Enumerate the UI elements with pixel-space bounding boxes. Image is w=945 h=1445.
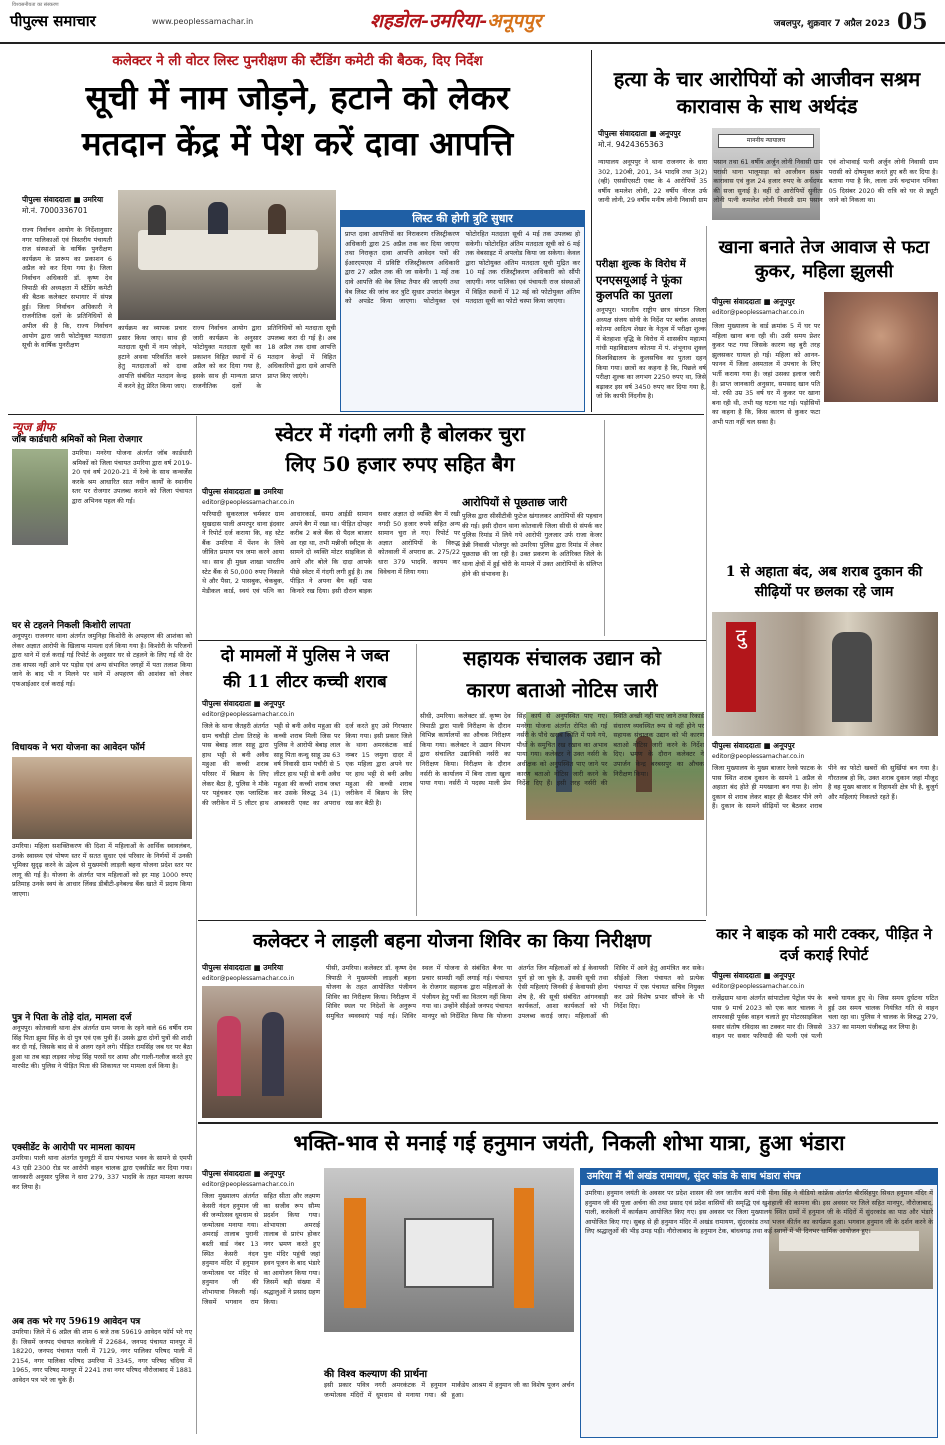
lead-phone: मो.नं. 7000336701 (22, 206, 88, 215)
paper-body: अनूपपुर। भारतीय राष्ट्रीय छात्र संगठन जिला अध्यक्ष संजय सोनी के निर्देश पर ब्लॉक अध्यक्ष कोतमा आदित्य शेखर के नेतृत्व में परीक्षा शुल्क में बेतहाशा वृद्धि के विरोध में शासकीय महात्मा गांधी महाविद्यालय कोतमा में पं. शंभूनाथ शुक्ल विश्वविद्यालय के कुलसचिव का पुतला दहन किया गया। छात्रों का कहना है कि, पिछले वर्ष परीक्षा शुल्क का लगभग 2250 रुपए था, जिसे बढ़ाकर इस वर्ष 3450 रुपए कर दिया गया है, जो कि काफी निंदनीय है। (596, 306, 706, 401)
hanuman-sub-body: इसी प्रकार पवित्र नगरी अमरकंटक में हनुमान जन्मोत्सव मंदिरों में धूमधाम से मनाया गया। श्री मार्कंडेय आश्रम में हनुमान जी का विशेष पूजन अर्चन हुआ। (324, 1381, 574, 1399)
sweater-byline-block (202, 486, 442, 508)
umaria-box-title: उमरिया में भी अखंड रामायण, सुंदर कांड के साथ भंडारा संपन्न (581, 1169, 937, 1185)
paper-headline: एनएसयूआई ने फूंका कुलपति का पुतला (596, 273, 683, 302)
list-correction-body: प्राप्त दावा आपत्तियों का निराकरण रजिस्ट्रीकरण अधिकारी द्वारा 25 अप्रैल तक कर दिया जाएगा तथा निराकृत दावा आपत्ति आवेदन पत्रों की ईआरएमएस में प्रविष्टि रजिस्ट्रीकरण अधिकारी द्वारा 27 अप्रैल तक की जा सकेगी। 1 मई तक दावे आपत्ति की वेब लिस्ट तैयार की जाएगी तथा वेब लिस्ट की जांच कर त्रुटि सुधार उपरांत वेबपुल को अपडेट किया जाएगा। फोटोयुक्त एवं फोटोरहित मतदाता सूची 4 मई तक उपलब्ध हो सकेगी। फोटोरहित अंतिम मतदाता सूची को 6 मई तक वेबसाइट में अपलोड किया जा सकेगा। केवल द्वारा फोटोयुक्त अंतिम मतदाता सूची मुद्रित कर 10 मई तक रजिस्ट्रीकरण अधिकारी को सौंपी जाएगी। नगर पालिका एवं पंचायती राज संस्थाओं में विहित स्थानों में 12 मई को फोटोयुक्त अंतिम मतदाता सूची का फोटो चस्पा किया जाएगा। (345, 230, 580, 306)
brief-item (12, 434, 192, 636)
column-divider (416, 644, 417, 916)
brief-body: उमरिया। जिले में 6 अप्रैल की शाम 6 बजे तक 59619 आवेदन फॉर्म भरे गए हैं। जिसमें जनपद पंचायत करकेली में 22684, जनपद पंचायत मानपुर में 18220, जनपद पंचायत पाली में 7129, नगर पालिका परिषद पाली में 2154, नगर पालिका परिषद उमरिया में 3345, नगर परिषद चंदिया में 1965, नगर परिषद मानपुर में 2241 तथा नगर परिषद नौरोजाबाद में 1881 आवेदन पत्र भरे जा चुके हैं। (12, 1328, 192, 1384)
bike-byline: पीपुल्स संवाददाता ■ अनूपपुर (712, 971, 795, 980)
masthead-tagline: विश्वसनीयता का संस्करण (12, 2, 59, 8)
hanuman-subhead: की विश्व कल्याण की प्रार्थना (324, 1369, 428, 1380)
brief-body: अनूपपुर। कोतवाली थाना क्षेत्र अंतर्गत ग्राम पगना के रहने वाले 66 वर्षीय राम सिंह पिता झुमा सिंह के दो पुत्र एवं एक पुत्री हैं। उसके द्वारा दोनों पुत्रों की शादी कर दी गई, जिसके बाद से वे अलग रहने लगे। पीड़ित रामसिंह जब घर पर बैठा हुआ था तब बड़ा लड़का नरेन्द्र सिंह परसों घर आया और गाली-गलौज करते हुए मारपीट की। पुलिस ने पीड़ित पिता की शिकायत पर मामला दर्ज किया है। (12, 1024, 192, 1071)
cooker-headline: खाना बनाते तेज आवाज से फटा कुकर, महिला झुलसी (718, 237, 930, 282)
lead-body-left: राज्य निर्वाचन आयोग के निर्देशानुसार नगर पालिकाओं एवं त्रिस्तरीय पंचायती राज संस्थाओं के वार्षिक पुनरीक्षण कार्यक्रम के प्रारूप का प्रकाशन 6 अप्रैल को कर दिया गया है। जिला निर्वाचन अधिकारी डॉ. कृष्ण देव त्रिपाठी की अध्यक्षता में स्टैंडिंग कमेटी की बैठक कलेक्टर सभागार में संपन्न हुई। जिला निर्वाचन अधिकारी ने राजनीतिक दलों के प्रतिनिधियों से अपील की है कि, राज्य निर्वाचन आयोग द्वारा जारी फोटोयुक्त मतदाता सूची के वार्षिक पुनरीक्षण (22, 226, 112, 350)
umaria-box-body: उमरिया। हनुमान जयंती के अवसर पर प्रदेश शासन की जन जातीय कार्य मंत्री मीना सिंह ने वीडियो कांफ्रेंस अंतर्गत बीरसिंहपुर सिथत हनुमान मंदिर में हनुमान जी की पूजा अर्चना की तथा प्रसाद एवं प्रदेश वासियों की समृद्धि एवं खुशहाली की कामना की। इस अवसर पर जिले सहित मानपुर, नौरोजाबाद, पाली, करकेली में कार्यक्रम आयोजित किए गए। इस अवसर पर जिला मुख्यालय स्थित ग्रामों में हनुमान जी के मंदिरों में सुंदरकांड का पाठ और भंडारे आयोजित किए गए। सुबह से ही हनुमान मंदिर में अखंड रामायण, सुंदरकांड तथा भजन कीर्तन का कार्यक्रम हुआ। भगवान हनुमान जी के दर्शन करने के लिए श्रद्धालुओं की भीड़ उमड़ पड़ी। नौरोजाबाद के हनुमान टेक, बांधवगढ़ तथा कई स्थानों में भी दिनभर धार्मिक आयोजन हुए। (585, 1189, 933, 1236)
brief-item (12, 1012, 192, 1140)
hanuman-byline: पीपुल्स संवाददाता ■ अनूपपुर (202, 1169, 285, 1178)
still-headline-2: की 11 लीटर कच्ची शराब (223, 672, 387, 692)
lead-kicker: कलेक्टर ने ली वोटर लिस्ट पुनरीक्षण की स्टैंडिंग कमेटी की बैठक, दिए निर्देश (112, 53, 483, 69)
lead-byline: पीपुल्स संवाददाता ■ उमरिया (22, 195, 104, 204)
horti-headline-2: कारण बताओ नोटिस जारी (466, 678, 658, 702)
brief-item (12, 1316, 192, 1438)
brief-title: एक्सीडेंट के आरोपी पर मामला कायम (12, 1143, 135, 1153)
sweater-headline-2: लिए 50 हजार रुपए सहित बैग (285, 452, 515, 476)
bike-byline-block (712, 970, 852, 992)
cooker-byline: पीपुल्स संवाददाता ■ अनूपपुर (712, 297, 795, 306)
ladli-body: पीसी, उमरिया। कलेक्टर डॉ. कृष्ण देव त्रिपाठी ने मुख्यमंत्री लाड़ली बहना योजना के तहत आयोजित पंजीयन शिविर का निरीक्षण किया। निरीक्षण में शिविर स्थल पर निदेशों के अनुरूप समुचित व्यवस्थाएं पाई गई। शिविर स्थल में योजना से संबंधित बैनर या प्रचार सामग्री नहीं लगाई गई। पंचायत के रोजगार सहायक द्वारा महिलाओं के पंजीयन हेतु पर्ची का वितरण नहीं किया गया था। उन्होंने सीईओ जनपद पंचायत मानपुर को निर्देशित किया कि योजना अंतर्गत जिन महिलाओं को ई केवायसी पूर्ण हो जा चुके है, उसकी सूची तथा ऐसी महिलाएं जिनकी ई केवायसी होना शेष है, की सूची संबंधित आंगनवाड़ी कार्यकर्ता, आशा कार्यकर्ता को भी उपलब्ध कराई जाए। महिलाओं की शिविर में आने हेतु आमंत्रित कर सके। सीईओ जिला पंचायत को प्रत्येक पंचायत में एक पंचायत सचिव नियुक्त कर उसे विशेष प्रभार सौंपने के भी निर्देश दिए। (326, 964, 704, 1020)
liquor-shop-photo: दु (712, 612, 938, 736)
horti-body-left: सीधी, उमरिया। कलेक्टर डॉ. कृष्ण देव त्रिपाठी द्वारा पाली निरीक्षण के दौरान विभिन्न कार्यालयों का औचक निरीक्षण किया गया। कलेक्टर ने उद्यान विभाग द्वारा संचालित उद्यानिकी नर्सरी का निरीक्षण किया। निरीक्षण के दौरान नर्सरी के कार्यालय में बिना ताला खुला पाया गया। नर्सरी मे पदस्थ माली प्रेम सिंह कार्य से अनुपस्थित पाए गए। मनरेगा योजना अंतर्गत रोपित की गई नर्सरी के पौधे खराब स्थिति में पाये गये, पौधों के समुचित रख रखाव का अभाव पाया गया। कलेक्टर ने उक्त नर्सरी के अधीक्षक को अनुपस्थित पाए जाने पर कारण बताओ नोटिस जारी करने के निर्देश दिए हैं। इसी तरह नर्सरी की स्थिति अच्छी नहीं पाए जाने तथा रिकार्ड संधारण व्यवस्थित रूप से नहीं होने पर सहायक संचालक उद्यान को भी कारण बताओ नोटिस जारी करने के निर्देश दिए। भ्रमण के दौरान कलेक्टर ने उपार्जन केन्द्र बरबसपुर का औचक निरीक्षण किया। (420, 712, 704, 788)
ladli-headline: कलेक्टर ने लाड़ली बहना योजना शिविर का किया निरीक्षण (253, 930, 651, 952)
brief-title: जॉब कार्डधारी श्रमिकों को मिला रोजगार (12, 435, 143, 445)
court-sign: माननीय न्यायालय (718, 134, 814, 148)
lead-headline-2: मतदान केंद्र में पेश करें दावा आपत्ति (81, 124, 514, 163)
section-rule (8, 414, 704, 415)
cooker-body: जिला मुख्यालय के वार्ड क्रमांक 5 में घर पर महिला खाना बना रही थी। उसी समय प्रेशर कुकर फट गया जिसके कारण वह बुरी तरह झुलसकर घायल हो गई। महिला को आनन-फानन में जिला अस्पताल में उपचार के लिए भर्ती कराया गया है। जहां उसका इलाज जारी है। प्राप्त जानकारी अनुसार, समसाद खान पति मो. रफी उम्र 35 वर्ष घर में कुकर पर खाना बना रही थी, तभी यह घटना घट गई। पड़ोसियों का कहना है कि, किस कारण से कुकर फटा अभी पता नहीं चल सका है। (712, 322, 820, 426)
sweater-email: editor@peoplessamachar.co.in (202, 499, 295, 506)
brief-title: विधायक ने भरा योजना का आवेदन फॉर्म (12, 743, 145, 753)
mla-form-photo (12, 757, 192, 839)
logo-text: पीपुल्स समाचार (10, 12, 96, 30)
rail-photo (12, 449, 68, 545)
ladli-byline-block (202, 962, 322, 984)
sweater-subhead: आरोपियों से पूछताछ जारी (462, 496, 567, 509)
sweater-sub-body: पुलिस द्वारा सीसीटीवी फुटेज खंगालकर आरोपियों की पहचान की गई। इसी दौरान थाना कोतवाली जिला सीधी से संपर्क कर पुलिस रिमांड में लिये गये आरोपी गुलजार उर्फ राजा केजर डेन्नी निवासी भोलपुर को उमरिया पुलिस द्वारा रिमांड में लेकर पूछताछ की जा रही है। उक्त प्रकरण के अतिरिक्त जिले के थाना क्षेत्रों में हुई चोरी के मामले में उक्त आरोपियों के संलिप्त होने की संभावना है। (462, 512, 602, 578)
page-number: 05 (897, 9, 928, 35)
section-rule (198, 920, 706, 921)
brief-title: घर से टहलने निकली किशोरी लापता (12, 621, 131, 631)
bike-headline: कार ने बाइक को मारी टक्कर, पीड़ित ने दर्ज कराई रिपोर्ट (716, 925, 932, 964)
umaria-hanuman-box (580, 1168, 938, 1438)
horti-headline-1: सहायक संचालक उद्यान को (463, 646, 661, 670)
edition-prefix: शहडोल-उमरिया- (370, 10, 488, 32)
murder-headline: हत्या के चार आरोपियों को आजीवन सश्रम कारावास के साथ अर्थदंड (613, 67, 921, 118)
paper-kicker: परीक्षा शुल्क के विरोध में (596, 259, 686, 270)
column-divider (196, 416, 197, 1434)
still-body: जिले के थाना जैतहरी अंतर्गत ग्राम चचौड़ी टोला तिराहे के पास बेबाइ लाल साहू द्वारा हाथ भट्टी से बनी अवैध महुआ की कच्ची शराब परिसर में बिक्रय के लिए लेकर बैठा है, पुलिस ने मौके पर पहुंचकर एक प्लास्टिक की जरीकेन में 5 लीटर हाथ भट्टी से बनी अवैध महुआ की कच्ची शराब मिली जिस पर पुलिस ने आरोपी बेबाइ लाल साहू पिता कन्धु साहू उम्र 63 वर्ष निवासी ग्राम पचौरी से 5 लीटर हाथ भट्टी से बनी अवैध महुआ की कच्ची शराब जब्त कर उसके विरुद्ध 34 (1) आबकारी एक्ट का अपराध दर्ज करते हुए उसे गिरफ्तार किया गया। इसी प्रकार जिले के थाना अमरकंटक वार्ड नम्बर 15 जमुना दादर में एक महिला द्वारा अपने घर पर हाथ भट्टी से बनी अवैध महुआ की कच्ची शराब जरीकेन में बिक्रय के लिए रख कर बैठी है। (202, 722, 412, 807)
murder-byline-block (598, 128, 708, 154)
section-rule (198, 640, 706, 641)
website: www.peoplessamachar.in (152, 17, 254, 26)
brief-body: उमरिया। महिला सशक्तिकरण की दिशा में महिलाओं के आर्थिक स्वावलंबन, उनके स्वास्थ्य एवं पोषण स्तर में सतत सुधार एवं परिवार के निर्णयों में उनकी भूमिका सुदृढ़ करने के उद्देश्य से मुख्यमंत्री लाड़ली बहना योजना प्रदेश स्तर पर लागू की गई है। योजना के अंतर्गत पात्र महिलाओं को हर माह 1000 रुपए प्रतिमाह उनके स्वयं के आधार लिंक्ड डीबीटी-इनेबल्ड बैंक खाते में प्रदाय किया जाएगा। (12, 842, 192, 898)
cooker-email: editor@peoplessamachar.co.in (712, 309, 805, 316)
burn-victim-photo (824, 292, 938, 402)
brief-title: अब तक भरे गए 59619 आवेदन पत्र (12, 1317, 141, 1327)
brief-body: उमरिया। मनरेगा योजना अंतर्गत जॉब कार्डधारी श्रमिकों को जिला पंचायत उमरिया द्वारा वर्ष 2019-20 एवं वर्ष 2020-21 में रेल्वे के साथ कन्वर्जेंस करके श्रम आधारित सात नवीन कार्यों के स्थानीय स्तर पर रोजगार उपलब्ध कराने को जिला पंचायत द्वारा अभिनव पहल की गई। (72, 449, 192, 505)
liquor-email: editor@peoplessamachar.co.in (712, 753, 805, 760)
column-divider (706, 226, 707, 916)
cooker-byline-block (712, 296, 822, 320)
list-correction-title: लिस्ट की होगी त्रुटि सुधार (341, 211, 584, 227)
list-correction-box (340, 210, 585, 412)
bike-email: editor@peoplessamachar.co.in (712, 983, 805, 990)
liquor-headline: 1 से अहाता बंद, अब शराब दुकान की सीढ़ियों पर छलका रहे जाम (725, 564, 923, 600)
edition-suffix: अनूपपुर (487, 10, 542, 32)
liquor-byline: पीपुल्स संवाददाता ■ अनूपपुर (712, 741, 795, 750)
murder-phone: मो.नं. 9424365363 (598, 140, 664, 149)
lead-byline-block (22, 194, 122, 226)
bike-body: राजेंद्रग्राम थाना अंतर्गत सांपाटोला पेट्रोल पंप के पास 9 मार्च 2023 को एक कार चालक ने लापरवाही पूर्वक वाहन चलाते हुए मोटरसाइकिल सवार संतोष रविदास का टक्कर मार दी। जिससे वाहन पर सवार फरियादी की पत्नी एवं पत्नी बच्चे घायल हुए थे। जिस समय दुर्घटना घटित हुई उस समय चालक नियंत्रित गति से वाहन चला रहा था। पुलिस ने चालक के विरुद्ध 279, 337 का मामला पंजीबद्ध कर लिया है। (712, 994, 938, 1041)
murder-byline: पीपुल्स संवाददाता ■ अनूपपुर (598, 129, 681, 138)
column-divider (604, 420, 605, 636)
brief-item (12, 1142, 192, 1206)
ladli-byline: पीपुल्स संवाददाता ■ उमरिया (202, 963, 284, 972)
lead-body-mid: कार्यक्रम का व्यापक प्रचार प्रसार किया जाए। साथ ही मतदाता सूची में नाम जोड़ने, हटाने अथवा परिवर्तित करने हेतु मतदाताओं को दावा आपत्ति संबंधित मतदान केन्द्र में करने हेतु प्रेरित किया जाए। राज्य निर्वाचन आयोग द्वारा जारी कार्यक्रम के अनुसार फोटोयुक्त मतदाता सूची का प्रकाशन विहित स्थानों में 6 अप्रैल को कर दिया गया है, इसके साथ ही मान्यता प्राप्त राजनीतिक दलों के प्रतिनिधियों को मतदाता सूची उपलब्ध करा दी गई है। अब 18 अप्रैल तक दावा आपत्ति मतदान केन्द्रों में विहित अधिकारियों द्वारा दावे आपत्ति प्राप्त किए जाएंगे। (118, 324, 336, 390)
brief-body: उमरिया। पाली थाना अंतर्गत घुनघुटी में ग्राम पंचायत भवन के सामने से एमपी 43 एडी 2300 रोड पर आरोपी वाहन चालक द्वारा एक्सीडेंट कर दिया गया। जानकारी अनुसार पुलिस ने धारा 279, 337 भादवि के तहत मामला कायम कर लिया है। (12, 1154, 192, 1191)
lead-meeting-photo (118, 190, 336, 320)
lead-headline-1: सूची में नाम जोड़ने, हटाने को लेकर (85, 78, 510, 117)
paper-body-extra (608, 418, 704, 636)
brief-title: पुत्र ने पिता के तोड़े दांत, मामला दर्ज (12, 1013, 132, 1023)
sweater-body: फरियादी सुकरलाल चर्मकार ग्राम सुखदास पाली अमरपुर थाना इंदवार ने रिपोर्ट दर्ज कराया कि, वह स्टेट बैंक उमरिया में पेंशन के लिये जीवित प्रमाण पत्र जमा करने आया था। साथ ही मुख्य शाखा भारतीय स्टेट बैंक से 50,000 रुपए निकाले थे और पैसा, 2 पासबुक, चेकबुक, मेडीकल कार्ड, स्वयं एवं पत्नि का आधारकार्ड, समग्र आईडी सामान अपने बैग में रखा था। पीड़ित दोपहर करीब 2 बजे बैंक से पैदल बाजार आ रहा था, तभी मन्नीजी स्वीट्स के सामने दो व्यक्ति मोटर साइकिल से आये और बोले कि दादा आपके पीछे स्वेटर में गंदगी लगी हुई है। तब पीड़ित ने अपना बैग वहीं पास किनारे रख दिया। इसी दौरान बाइक सवार अज्ञात दो व्यक्ति बैग में रखी नगदी 50 हजार रुपये सहित अन्य सामान चुरा ले गए। रिपोर्ट पर अज्ञात आरोपियों के विरुद्ध कोतवाली में अपराध क्र. 275/22 धारा 379 भादवि. कायम कर विवेचना में लिया गया। (202, 510, 460, 595)
hanuman-headline: भक्ति-भाव से मनाई गई हनुमान जयंती, निकली शोभा यात्रा, हुआ भंडारा (293, 1130, 845, 1155)
sweater-byline: पीपुल्स संवाददाता ■ उमरिया (202, 487, 284, 496)
masthead-logo (10, 8, 150, 36)
paper-story (596, 258, 706, 412)
murder-body: न्यायालय अनूपपुर ने थाना राजनगर के धारा 302, 120बी, 201, 34 भादवि तथा 3(2)(व्ही) एससीएसटी एक्ट के 4 आरोपियों 35 वर्षीय कमलेश लोनी, 22 वर्षीय नीरज उर्फ जानी लोनी, 29 वर्षीय मनीष लोनी निवासी ग्राम पसान तथा 61 वर्षीय अर्जुन लोनी निवासी ग्राम परासी थाना भालूमाड़ा को आजीवन सश्रम कारावास एवं कुल 24 हजार रुपए के अर्थदण्ड की सजा सुनाई है। वहीं दो आरोपियों सुनीता लोनी पत्नी कमलेश लोनी निवासी ग्राम पसान एवं शोभावाई पत्नी अर्जुन लोनी निवासी ग्राम परासी को दोषमुक्त करते हुए बरी कर दिया है। बताया गया है कि, लाला उर्फ चन्द्रभान पनिका 05 दिसंबर 2020 की रात्रि को घर से ड्यूटी जाने को निकला था। (598, 158, 938, 205)
liquor-byline-block (712, 740, 832, 762)
brief-item (12, 620, 192, 740)
procession-photo (324, 1168, 574, 1332)
hanuman-body: जिला मुख्यालय अंतर्गत केसरी नंदन हनुमान जी की जन्मोत्सव धूमधाम से जन्मोत्सव मनाया गया। अमराई तालाब पुरानी बस्ती वार्ड नंबर 13 स्थित केसरी नंदन हनुमान मंदिर में हनुमान जन्मोत्सव पर मंदिर से हनुमान जी की शोभायात्रा निकली गई। जिसमें भगवान राम सहित सीता और लक्ष्मण का सजीव रूप सौम्य प्रदर्शन किया गया। शोभायात्रा अमराई तालाब से प्रारंभ होकर नगर भ्रमण करते हुए पुनः मंदिर पहुंची जहां हवन पूजन के बाद भंडारे का आयोजन किया गया। जिसमें बड़ी संख्या में श्रद्धालुओं ने प्रसाद ग्रहण किया। (202, 1192, 320, 1306)
still-byline-block (202, 698, 402, 720)
ladli-camp-photo (202, 986, 322, 1118)
still-email: editor@peoplessamachar.co.in (202, 711, 295, 718)
section-rule (198, 1122, 938, 1124)
ladli-email: editor@peoplessamachar.co.in (202, 975, 295, 982)
still-byline: पीपुल्स संवाददाता ■ अनूपपुर (202, 699, 285, 708)
sweater-sub-block (462, 496, 602, 636)
hanuman-body-cont (324, 1336, 574, 1368)
column-divider (591, 50, 592, 412)
hanuman-email: editor@peoplessamachar.co.in (202, 1181, 295, 1188)
news-brief-label: न्यूज ब्रीफ (12, 420, 55, 434)
dateline: जबलपुर, शुक्रवार 7 अप्रैल 2023 (773, 19, 890, 29)
masthead (0, 0, 945, 44)
hanuman-sub-block (324, 1336, 574, 1438)
edition-title (370, 6, 670, 36)
still-headline-1: दो मामलों में पुलिस ने जब्त (220, 646, 390, 666)
liquor-body: जिला मुख्यालय के मुख्य बाजार रेलवे फाटक के पास स्थित शराब दुकान के सामने 1 अप्रैल से अहाता बंद होते ही मयखाना बन गया है। लोग दुकान से शराब लेकर बाहर ही बैठकर पीने लगे हैं। दुकान के सामने सीढ़ियों पर बैठकर शराब पीने का फोटो खबरों की सुर्खियां बन गया है। गौरतलब हो कि, उक्त शराब दुकान जहां मौजूद है वह मुख्य बाजार व रिहायशी क्षेत्र भी है, बुजुर्ग और महिलाएं निकलते रहते हैं। (712, 764, 938, 811)
brief-body: अनूपपुर। राजनगर थाना अंतर्गत जमुनिहा किशोरी के अपहरण की आशंका को लेकर अज्ञात आरोपी के खिलाफ मामला दर्ज किया गया है। किशोरी के परिजनों द्वारा थाने में दर्ज कराई गई रिपोर्ट के अनुसार घर से टहलने के लिए गई थी देर तक वापस नहीं आने पर पड़ोस एवं अन्य संभावित जगहों में पता तलाश किया जाने के बाद भी न मिलने पर थाने में अपहरण की आशंका को लेकर एफआईआर दर्ज कराई गई। (12, 632, 192, 688)
sweater-headline-1: स्वेटर में गंदगी लगी है बोलकर चुरा (275, 422, 525, 446)
brief-item (12, 742, 192, 1010)
